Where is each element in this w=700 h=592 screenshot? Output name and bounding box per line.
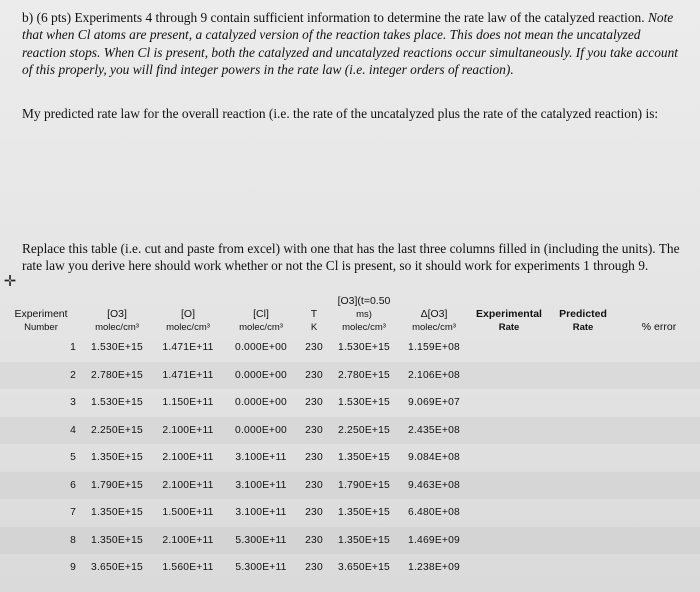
cell-o3-initial: 3.650E+15 (338, 562, 390, 574)
cell-cl: 3.100E+11 (224, 472, 298, 500)
cell-o3-initial: 2.250E+15 (330, 417, 398, 445)
cell-predicted-rate[interactable] (548, 499, 618, 527)
cell-predicted-rate[interactable] (548, 334, 618, 362)
predicted-rate-law-paragraph: My predicted rate law for the overall reaction (i.e. the rate of the uncatalyzed plus the rate of the catalyzed reaction) is: (22, 106, 659, 121)
cell-o3: 1.350E+15 (91, 452, 143, 464)
cell-o3-initial: 1.350E+15 (330, 527, 398, 555)
cell-temperature: 230 (298, 472, 330, 500)
cell-experiment-number: 3 (70, 397, 76, 409)
table-row (0, 527, 700, 555)
table-row (0, 499, 700, 527)
cell-percent-error[interactable] (618, 334, 700, 362)
cell-delta-o3: 9.084E+08 (408, 452, 460, 464)
cell-o: 2.100E+11 (152, 417, 224, 445)
cell-o3: 3.650E+15 (91, 562, 143, 574)
cell-predicted-rate[interactable] (548, 554, 618, 582)
col-temperature: T K (310, 308, 318, 333)
cell-percent-error[interactable] (618, 499, 700, 527)
cell-delta-o3: 9.069E+07 (408, 397, 460, 409)
cell-o: 1.500E+11 (162, 507, 214, 519)
cell-predicted-rate[interactable] (548, 527, 618, 555)
cell-o3: 1.530E+15 (91, 397, 143, 409)
cell-experiment-number: 9 (70, 562, 76, 574)
cell-predicted-rate[interactable] (548, 472, 618, 500)
table-row (0, 472, 700, 500)
cell-o3-initial: 1.790E+15 (330, 472, 398, 500)
cell-experimental-rate[interactable] (470, 527, 548, 555)
cell-experiment-number: 5 (70, 452, 76, 464)
cell-o3: 1.350E+15 (91, 507, 143, 519)
cell-o: 1.560E+11 (162, 562, 214, 574)
cell-cl: 5.300E+11 (235, 562, 287, 574)
cell-percent-error[interactable] (618, 444, 700, 472)
cell-experiment-number: 6 (0, 472, 82, 500)
cell-experimental-rate[interactable] (470, 444, 548, 472)
cell-o3-initial: 1.530E+15 (338, 397, 390, 409)
cell-delta-o3: 9.463E+08 (398, 472, 470, 500)
cell-o3: 2.250E+15 (82, 417, 152, 445)
table-body (0, 334, 700, 582)
col-o3: [O3] molec/cm³ (95, 308, 139, 333)
cell-delta-o3: 1.159E+08 (408, 342, 460, 354)
question-note: Note that when Cl atoms are present, a catalyzed version of the reaction takes place. This does not mean the uncatalyzed reaction stops. When Cl is present, both the catalyzed and uncatalyzed reactions occur simultaneously. If you take account of this properly, you will find integer powers in the rate law (i.e. integer orders of reaction). (22, 10, 679, 78)
table-row (0, 362, 700, 390)
col-experimental-rate: Experimental Rate (476, 308, 542, 333)
move-handle-icon[interactable]: ✛ (3, 272, 17, 290)
cell-cl: 0.000E+00 (235, 397, 287, 409)
cell-delta-o3: 2.106E+08 (398, 362, 470, 390)
cell-experimental-rate[interactable] (470, 554, 548, 582)
cell-temperature: 230 (298, 362, 330, 390)
cell-percent-error[interactable] (618, 472, 700, 500)
cell-cl: 0.000E+00 (224, 417, 298, 445)
table-row (0, 444, 700, 472)
cell-experiment-number: 1 (70, 342, 76, 354)
table-row (0, 389, 700, 417)
cell-o3: 2.780E+15 (82, 362, 152, 390)
col-predicted-rate: Predicted Rate (559, 308, 607, 333)
replace-table-paragraph: Replace this table (i.e. cut and paste from excel) with one that has the last three columns filled in (including the units). The rate law you derive here should work whether or not the Cl is present, so it should work for experiments 1 through 9. (22, 241, 680, 274)
col-cl: [Cl] molec/cm³ (239, 308, 283, 333)
cell-delta-o3: 6.480E+08 (408, 507, 460, 519)
cell-predicted-rate[interactable] (548, 362, 618, 390)
question-intro: b) (6 pts) Experiments 4 through 9 contain sufficient information to determine the rate law of the catalyzed reaction. (22, 10, 645, 25)
col-percent-error: % error (641, 321, 677, 333)
cell-o: 2.100E+11 (152, 527, 224, 555)
col-o: [O] molec/cm³ (166, 308, 210, 333)
cell-experimental-rate[interactable] (470, 472, 548, 500)
cell-predicted-rate[interactable] (548, 389, 618, 417)
cell-cl: 5.300E+11 (224, 527, 298, 555)
cell-experiment-number: 7 (70, 507, 76, 519)
cell-experimental-rate[interactable] (470, 499, 548, 527)
cell-percent-error[interactable] (618, 389, 700, 417)
cell-o: 1.471E+11 (152, 362, 224, 390)
cell-temperature: 230 (305, 507, 323, 519)
cell-temperature: 230 (305, 342, 323, 354)
cell-o3-initial: 1.350E+15 (338, 507, 390, 519)
cell-delta-o3: 1.469E+09 (398, 527, 470, 555)
cell-o3: 1.790E+15 (82, 472, 152, 500)
cell-temperature: 230 (305, 452, 323, 464)
cell-delta-o3: 2.435E+08 (398, 417, 470, 445)
cell-o3: 1.530E+15 (91, 342, 143, 354)
cell-experiment-number: 8 (0, 527, 82, 555)
cell-cl: 0.000E+00 (224, 362, 298, 390)
data-table (0, 290, 700, 582)
cell-o3-initial: 2.780E+15 (330, 362, 398, 390)
cell-experiment-number: 2 (0, 362, 82, 390)
cell-percent-error[interactable] (618, 554, 700, 582)
cell-experimental-rate[interactable] (470, 334, 548, 362)
cell-delta-o3: 1.238E+09 (408, 562, 460, 574)
col-experiment: Experiment Number (14, 308, 68, 333)
cell-cl: 3.100E+11 (235, 507, 287, 519)
cell-experimental-rate[interactable] (470, 389, 548, 417)
cell-o: 1.471E+11 (162, 342, 214, 354)
cell-cl: 0.000E+00 (235, 342, 287, 354)
instructions-paragraph (22, 9, 682, 79)
cell-predicted-rate[interactable] (548, 444, 618, 472)
cell-experimental-rate[interactable] (470, 417, 548, 445)
cell-o: 2.100E+11 (162, 452, 214, 464)
cell-temperature: 230 (305, 562, 323, 574)
cell-percent-error[interactable] (618, 362, 700, 390)
col-o3-initial: [O3](t=0.50 ms) molec/cm³ (337, 295, 391, 333)
cell-cl: 3.100E+11 (235, 452, 287, 464)
cell-o: 2.100E+11 (152, 472, 224, 500)
cell-o: 1.150E+11 (162, 397, 214, 409)
table-row (0, 554, 700, 582)
cell-percent-error[interactable] (618, 417, 700, 445)
table-row (0, 417, 700, 445)
cell-predicted-rate[interactable] (548, 417, 618, 445)
cell-temperature: 230 (298, 527, 330, 555)
cell-temperature: 230 (298, 417, 330, 445)
cell-o3: 1.350E+15 (82, 527, 152, 555)
table-header-row (0, 290, 700, 334)
cell-experimental-rate[interactable] (470, 362, 548, 390)
cell-temperature: 230 (305, 397, 323, 409)
cell-experiment-number: 4 (0, 417, 82, 445)
table-row (0, 334, 700, 362)
cell-percent-error[interactable] (618, 527, 700, 555)
cell-o3-initial: 1.350E+15 (338, 452, 390, 464)
col-delta-o3: Δ[O3] molec/cm³ (412, 308, 456, 333)
cell-o3-initial: 1.530E+15 (338, 342, 390, 354)
